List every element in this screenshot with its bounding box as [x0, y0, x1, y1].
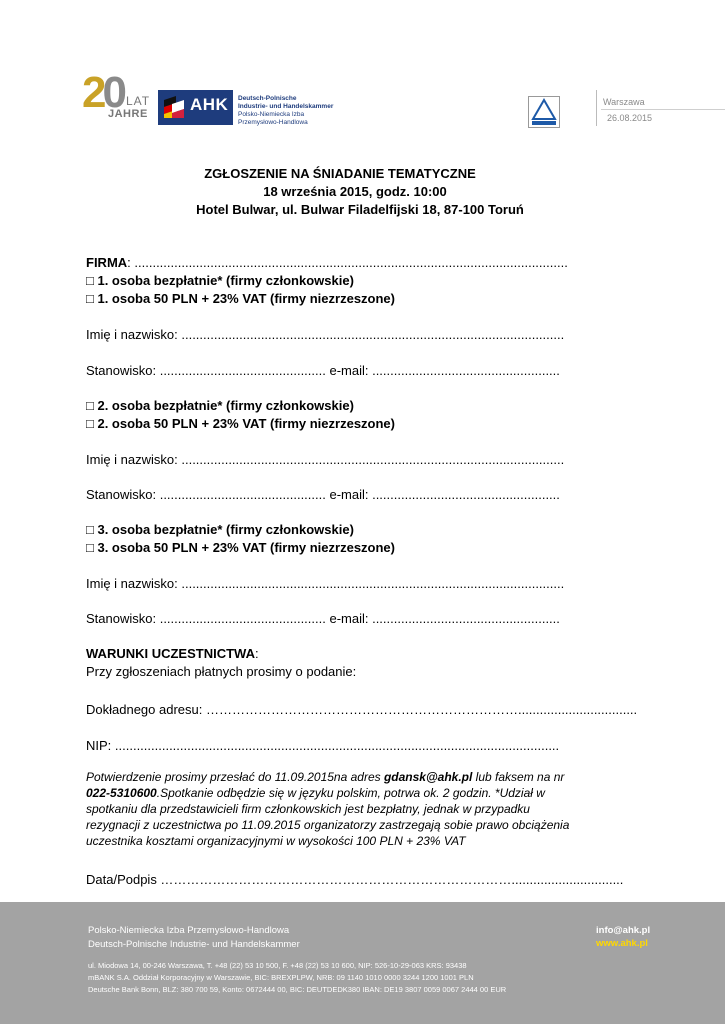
anniversary-number: 20	[82, 68, 123, 117]
header-separator	[596, 90, 597, 126]
ahk-line2: Industrie- und Handelskammer	[238, 103, 334, 110]
person3-name-field[interactable]: Imię i nazwisko: ..........................................................................................................	[86, 576, 565, 591]
warunki-colon: :	[255, 646, 259, 661]
confirm-part-d: spotkaniu dla przedstawicieli firm członkowskich jest bezpłatny, jednak w przypadku	[86, 802, 530, 816]
warunki-heading	[86, 646, 259, 661]
anniversary-logo	[82, 68, 154, 124]
footer-bank-eur: Deutsche Bank Bonn, BLZ: 380 700 59, Konto: 0672444 00, BIC: DEUTDEDK380 IBAN: DE19 3807 0059 0067 2444 00 EUR	[88, 985, 507, 994]
flags-icon	[164, 96, 184, 118]
ahk-line1: Deutsch-Polnische	[238, 95, 297, 102]
confirm-part-c: .Spotkanie odbędzie się w języku polskim, potrwa ok. 2 godzin. *Udział w	[156, 786, 545, 800]
tuv-triangle-icon	[529, 97, 559, 127]
person3-position-email-field[interactable]: Stanowisko: .............................................. e-mail: ....................................................	[86, 611, 560, 626]
ahk-abbr: AHK	[190, 95, 229, 114]
footer-address: ul. Miodowa 14, 00-246 Warszawa, T. +48 (22) 53 10 500, F. +48 (22) 53 10 600, NIP: 526-10-29-063 KRS: 93438	[88, 961, 467, 970]
firma-field[interactable]	[86, 255, 568, 270]
paid-info-text: Przy zgłoszeniach płatnych prosimy o podanie:	[86, 664, 357, 679]
confirm-fax: 022-5310600	[86, 786, 157, 800]
confirm-part-f: uczestnika kosztami organizacyjnymi w wysokości 100 PLN + 23% VAT	[86, 834, 466, 848]
header-rule	[601, 109, 725, 110]
ahk-logo	[158, 90, 233, 125]
confirmation-note	[86, 769, 586, 849]
person1-paid-option[interactable]: □ 1. osoba 50 PLN + 23% VAT (firmy niezrzeszone)	[86, 291, 395, 306]
person1-position-email-field[interactable]: Stanowisko: .............................................. e-mail: ....................................................	[86, 363, 560, 378]
confirm-part-b: lub faksem na nr	[472, 770, 565, 784]
footer-email-link[interactable]: info@ahk.pl	[596, 925, 651, 936]
title-line-2: 18 września 2015, godz. 10:00	[263, 184, 447, 199]
ahk-description	[238, 95, 333, 127]
warunki-label: WARUNKI UCZESTNICTWA	[86, 646, 255, 661]
firma-dots: : ........................................................................................................................	[127, 255, 568, 270]
header-place: Warszawa	[603, 97, 645, 107]
person2-paid-option[interactable]: □ 2. osoba 50 PLN + 23% VAT (firmy niezrzeszone)	[86, 416, 395, 431]
person1-free-option[interactable]: □ 1. osoba bezpłatnie* (firmy członkowskie)	[86, 273, 354, 288]
footer-name-de: Deutsch-Polnische Industrie- und Handelskammer	[88, 939, 300, 950]
firma-label: FIRMA	[86, 255, 128, 270]
ahk-line4: Przemysłowo-Handlowa	[238, 119, 308, 126]
footer-bank-pln: mBANK S.A. Oddział Korporacyjny w Warszawie, BIC: BREXPLPW, NRB: 09 1140 1010 0000 3244 1200 1001 PLN	[88, 973, 474, 982]
address-field[interactable]: Dokładnego adresu: ……………………………………………………………….................................	[86, 702, 638, 717]
header-date: 26.08.2015	[607, 113, 653, 123]
footer-name-pl: Polsko-Niemiecka Izba Przemysłowo-Handlowa	[88, 925, 290, 936]
person1-name-field[interactable]: Imię i nazwisko: ..........................................................................................................	[86, 327, 565, 342]
anniversary-lat: LAT	[126, 94, 151, 108]
footer-web-link[interactable]: www.ahk.pl	[596, 938, 648, 949]
title-line-1: ZGŁOSZENIE NA ŚNIADANIE TEMATYCZNE	[204, 166, 476, 181]
person2-name-field[interactable]: Imię i nazwisko: ..........................................................................................................	[86, 452, 565, 467]
person3-paid-option[interactable]: □ 3. osoba 50 PLN + 23% VAT (firmy niezrzeszone)	[86, 540, 395, 555]
person2-free-option[interactable]: □ 2. osoba bezpłatnie* (firmy członkowskie)	[86, 398, 354, 413]
title-line-3: Hotel Bulwar, ul. Bulwar Filadelfijski 18, 87-100 Toruń	[196, 202, 524, 217]
confirm-part-a: Potwierdzenie prosimy przesłać do 11.09.2015na adres	[86, 770, 384, 784]
confirm-part-e: rezygnacji z uczestnictwa po 11.09.2015 organizatorzy zastrzegają sobie prawo obciążenia	[86, 818, 570, 832]
person2-position-email-field[interactable]: Stanowisko: .............................................. e-mail: ....................................................	[86, 487, 560, 502]
person3-free-option[interactable]: □ 3. osoba bezpłatnie* (firmy członkowskie)	[86, 522, 354, 537]
anniversary-jahre: JAHRE	[108, 108, 148, 120]
confirm-email[interactable]: gdansk@ahk.pl	[383, 770, 473, 784]
nip-field[interactable]: NIP: ...........................................................................................................................	[86, 738, 560, 753]
ahk-line3: Polsko-Niemiecka Izba	[238, 111, 305, 118]
certification-seal	[528, 96, 560, 128]
signature-field[interactable]: Data/Podpis ………………………………………………………………………...............................	[86, 872, 624, 887]
